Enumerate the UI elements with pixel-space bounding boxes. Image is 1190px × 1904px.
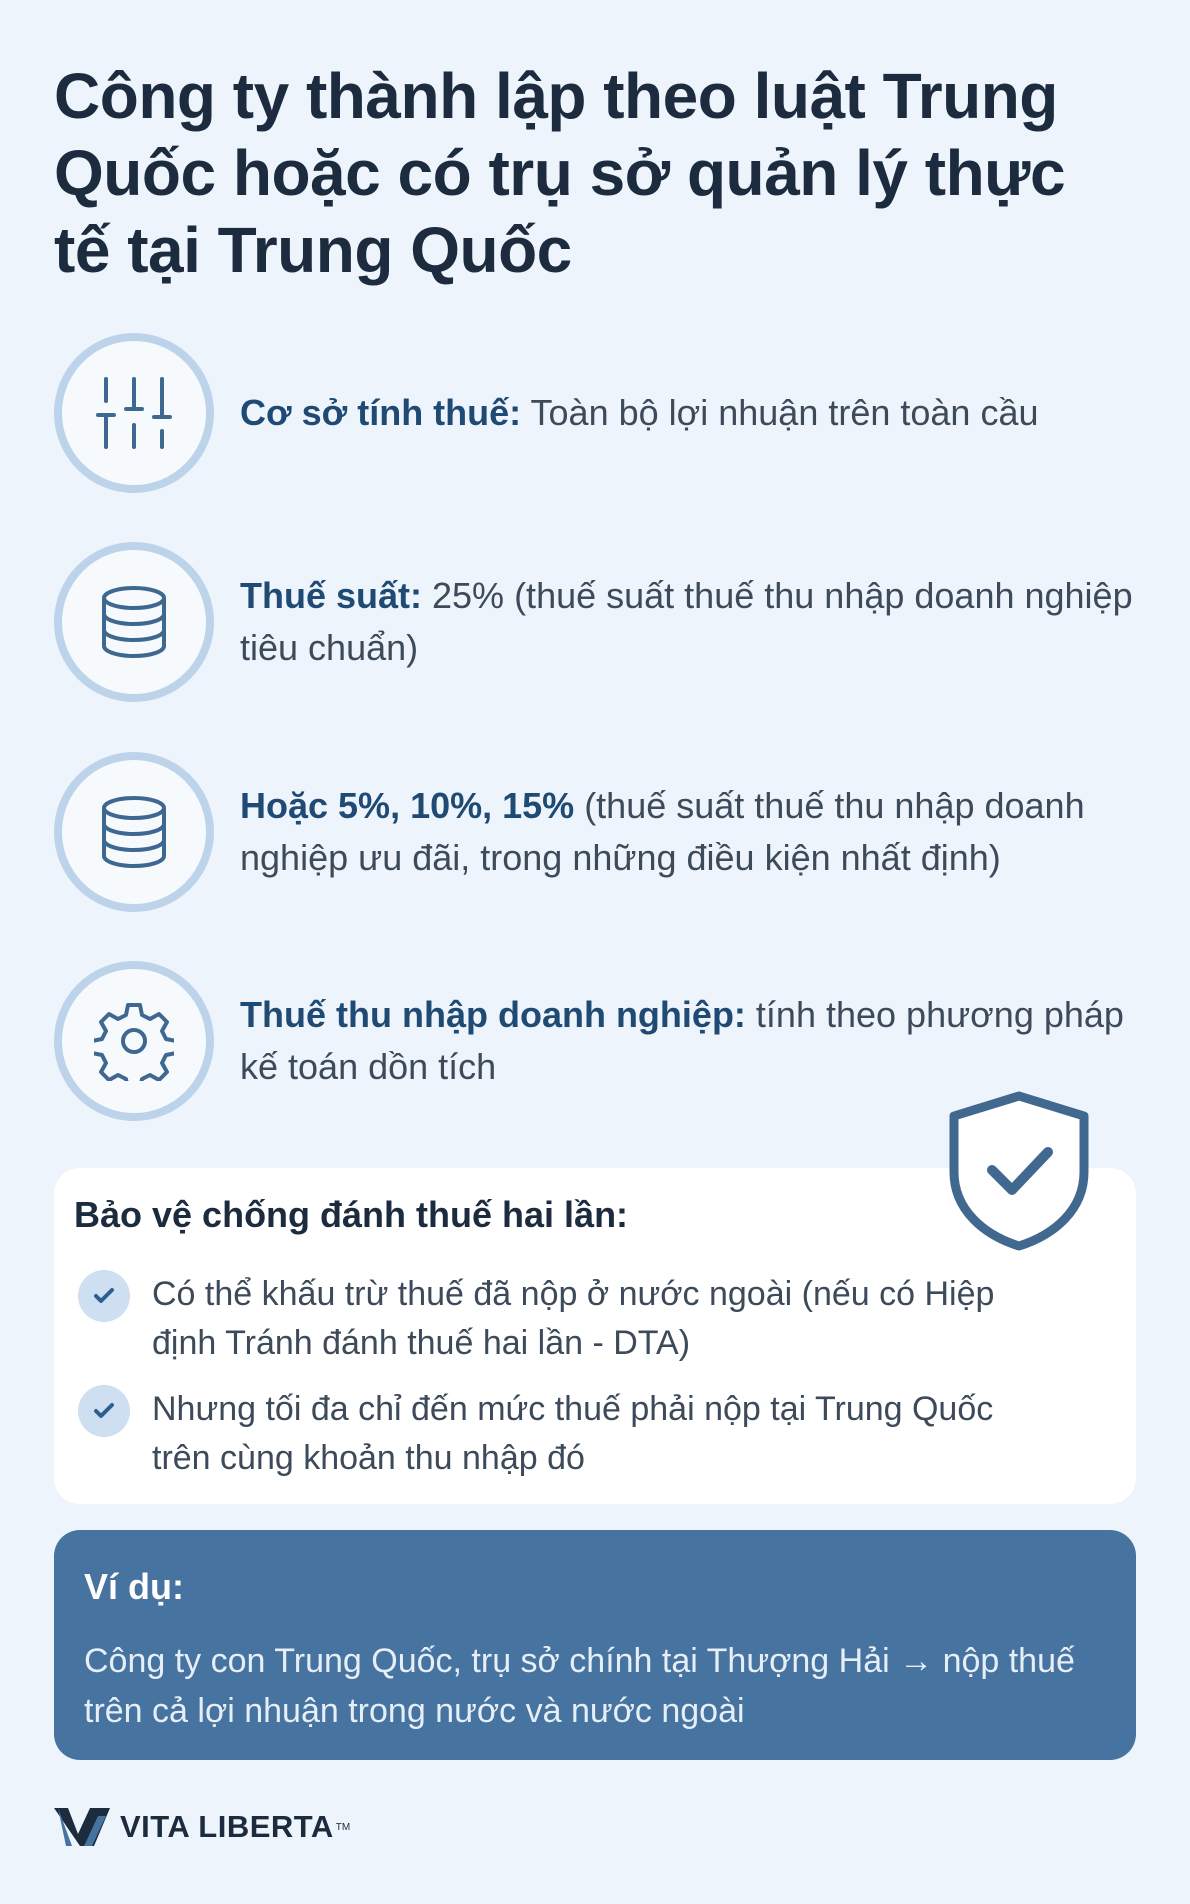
feature-icon-circle xyxy=(54,752,214,912)
list-item-text: Nhưng tối đa chỉ đến mức thuế phải nộp tại Trung Quốc trên cùng khoản thu nhập đó xyxy=(152,1390,994,1477)
feature-lead: Hoặc 5%, 10%, 15% xyxy=(240,785,575,826)
feature-tax-rate xyxy=(54,542,1144,702)
feature-lead: Thuế suất: xyxy=(240,575,423,616)
feature-text: (thuế suất thuế thu nhập doanh nghiệp ưu đãi, trong những điều kiện nhất định) xyxy=(240,785,1085,878)
feature-lead: Cơ sở tính thuế: xyxy=(240,392,522,433)
feature-preferential-rate xyxy=(54,752,1144,912)
feature-text: Toàn bộ lợi nhuận trên toàn cầu xyxy=(521,392,1039,433)
example-title: Ví dụ: xyxy=(84,1566,184,1607)
list-item xyxy=(78,1385,1078,1483)
trademark-mark: TM xyxy=(335,1821,351,1833)
brand-logo xyxy=(54,1806,350,1848)
sliders-icon xyxy=(94,373,174,453)
page-title: Công ty thành lập theo luật Trung Quốc hoặc có trụ sở quản lý thực tế tại Trung Quốc xyxy=(54,60,1066,286)
gear-icon xyxy=(94,1001,174,1081)
feature-icon-circle xyxy=(54,333,214,493)
brand-name: VITA LIBERTA xyxy=(120,1809,334,1844)
database-icon xyxy=(94,582,174,662)
list-item-text: Có thể khấu trừ thuế đã nộp ở nước ngoài (nếu có Hiệp định Tránh đánh thuế hai lần - DTA) xyxy=(152,1275,995,1362)
feature-tax-base xyxy=(54,333,1144,493)
feature-text: tính theo phương pháp kế toán dồn tích xyxy=(240,994,1124,1087)
shield-check-icon xyxy=(944,1090,1094,1252)
feature-lead: Thuế thu nhập doanh nghiệp: xyxy=(240,994,746,1035)
check-icon xyxy=(78,1385,130,1437)
example-text: Công ty con Trung Quốc, trụ sở chính tại Thượng Hải → nộp thuế trên cả lợi nhuận trong nước và nước ngoài xyxy=(84,1642,1075,1730)
feature-icon-circle xyxy=(54,542,214,702)
list-item xyxy=(78,1270,1078,1368)
check-icon xyxy=(78,1270,130,1322)
example-box xyxy=(54,1530,1136,1760)
feature-icon-circle xyxy=(54,961,214,1121)
feature-text: 25% (thuế suất thuế thu nhập doanh nghiệp tiêu chuẩn) xyxy=(240,575,1133,668)
card-title: Bảo vệ chống đánh thuế hai lần: xyxy=(74,1194,629,1235)
database-icon xyxy=(94,792,174,872)
vita-liberta-logo-icon xyxy=(54,1806,110,1848)
